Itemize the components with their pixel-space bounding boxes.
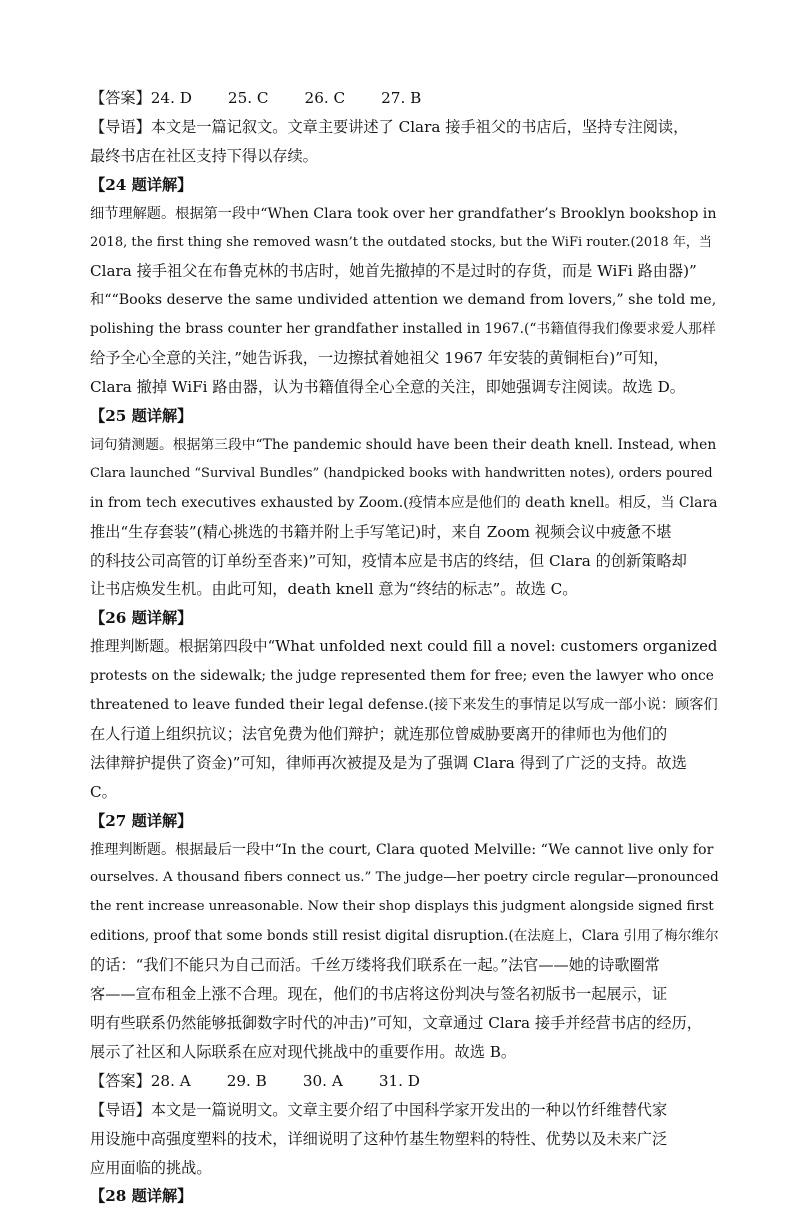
text-line: ourselves. A thousand fibers connect us.” The judge—her poetry circle regular—pronounced bbox=[90, 870, 719, 886]
text-line: Clara 撤掉 WiFi 路由器，认为书籍值得全心全意的关注，即她强调专注阅读。故选 D。 bbox=[90, 378, 685, 397]
text-line: the rent increase unreasonable. Now their shop displays this judgment alongside signed first bbox=[90, 899, 714, 915]
text-line: 的话：“我们不能只为自己而活。千丝万缕将我们联系在一起。”法官——她的诗歌圈常 bbox=[90, 956, 660, 975]
text-line: 2018, the first thing she removed wasn’t the outdated stocks, but the WiFi router.(2018 年，当 bbox=[90, 234, 712, 250]
text-line: C。 bbox=[90, 782, 117, 801]
text-line: 细节理解题。根据第一段中“When Clara took over her grandfather’s Brooklyn bookshop in bbox=[90, 205, 717, 222]
text-line: 明有些联系仍然能够抵御数字时代的冲击)”可知，文章通过 Clara 接手并经营书店的经历， bbox=[90, 1014, 702, 1032]
text-line: 给予全心全意的关注，”她告诉我，一边擦拭着她祖父 1967 年安装的黄铜柜台)”可知， bbox=[90, 349, 669, 368]
text-line: 词句猜测题。根据第三段中“The pandemic should have been their death knell. Instead, when bbox=[90, 436, 717, 453]
answer-item: 28. A bbox=[150, 1071, 191, 1090]
question-heading: 【25 题详解】 bbox=[90, 406, 193, 425]
question-heading: 【26 题详解】 bbox=[90, 609, 193, 628]
text-line: 的科技公司高管的订单纷至沓来)”可知，疫情本应是书店的终结，但 Clara 的创新策略却 bbox=[90, 551, 687, 570]
text-line: 【导语】本文是一篇说明文。文章主要介绍了中国科学家开发出的一种以竹纤维替代家 bbox=[90, 1100, 668, 1119]
answer-item: 25. C bbox=[227, 89, 269, 107]
answer-item: 29. B bbox=[226, 1071, 267, 1090]
text-line: 【导语】本文是一篇记叙文。文章主要讲述了 Clara 接手祖父的书店后，坚持专注阅读， bbox=[90, 117, 689, 136]
text-line: 应用面临的挑战。 bbox=[90, 1158, 212, 1177]
text-line: 和““Books deserve the same undivided attention we demand from lovers,” she told me, bbox=[90, 292, 717, 309]
text-line: 客——宣布租金上涨不合理。现在，他们的书店将这份判决与签名初版书一起展示，证 bbox=[90, 985, 668, 1004]
answer-item: 31. D bbox=[378, 1071, 420, 1090]
answer-line bbox=[90, 84, 720, 113]
text-line: 推理判断题。根据第四段中“What unfolded next could fill a novel: customers organized bbox=[90, 638, 718, 656]
text-line: 让书店焕发生机。由此可知，death knell 意为“终结的标志”。故选 C。 bbox=[90, 580, 578, 599]
text-line: Clara launched “Survival Bundles” (handpicked books with handwritten notes), orders poured bbox=[90, 465, 713, 481]
question-heading: 【28 题详解】 bbox=[90, 1187, 193, 1206]
text-line: threatened to leave funded their legal defense.(接下来发生的事情足以写成一部小说：顾客们 bbox=[90, 697, 718, 714]
question-heading: 【27 题详解】 bbox=[90, 811, 193, 830]
answer-line bbox=[90, 1067, 720, 1096]
answer-label: 【答案】 bbox=[90, 89, 151, 107]
text-line: 法律辩护提供了资金)”可知，律师再次被提及是为了强调 Clara 得到了广泛的支持。故选 bbox=[90, 753, 687, 772]
document-page bbox=[90, 84, 720, 1211]
text-line: in from tech executives exhausted by Zoom.(疫情本应是他们的 death knell。相反，当 Clara bbox=[90, 494, 718, 511]
text-line: 最终书店在社区支持下得以存续。 bbox=[90, 146, 318, 165]
answer-item: 24. D bbox=[150, 89, 192, 107]
text-line: 在人行道上组织抗议；法官免费为他们辩护；就连那位曾威胁要离开的律师也为他们的 bbox=[90, 724, 668, 743]
text-line: polishing the brass counter her grandfather installed in 1967.(“书籍值得我们像要求爱人那样 bbox=[90, 321, 716, 338]
answer-item: 26. C bbox=[304, 89, 346, 107]
text-line: 推理判断题。根据最后一段中“In the court, Clara quoted Melville: “We cannot live only for bbox=[90, 841, 714, 858]
text-line: Clara 接手祖父在布鲁克林的书店时，她首先撤掉的不是过时的存货，而是 WiFi 路由器)” bbox=[90, 262, 697, 281]
question-heading: 【24 题详解】 bbox=[90, 175, 193, 194]
answer-label: 【答案】 bbox=[90, 1071, 151, 1090]
text-line: 展示了社区和人际联系在应对现代挑战中的重要作用。故选 B。 bbox=[90, 1042, 517, 1061]
text-line: protests on the sidewalk; the judge represented them for free; even the lawyer who once bbox=[90, 668, 714, 685]
text-line: 用设施中高强度塑料的技术，详细说明了这种竹基生物塑料的特性、优势以及未来广泛 bbox=[90, 1129, 668, 1148]
text-line: 推出“生存套装”(精心挑选的书籍并附上手写笔记)时，来自 Zoom 视频会议中疲惫不堪 bbox=[90, 522, 672, 541]
answer-item: 27. B bbox=[381, 89, 422, 107]
text-line: editions, proof that some bonds still resist digital disruption.(在法庭上，Clara 引用了梅尔维尔 bbox=[90, 928, 719, 945]
answer-item: 30. A bbox=[302, 1071, 343, 1090]
